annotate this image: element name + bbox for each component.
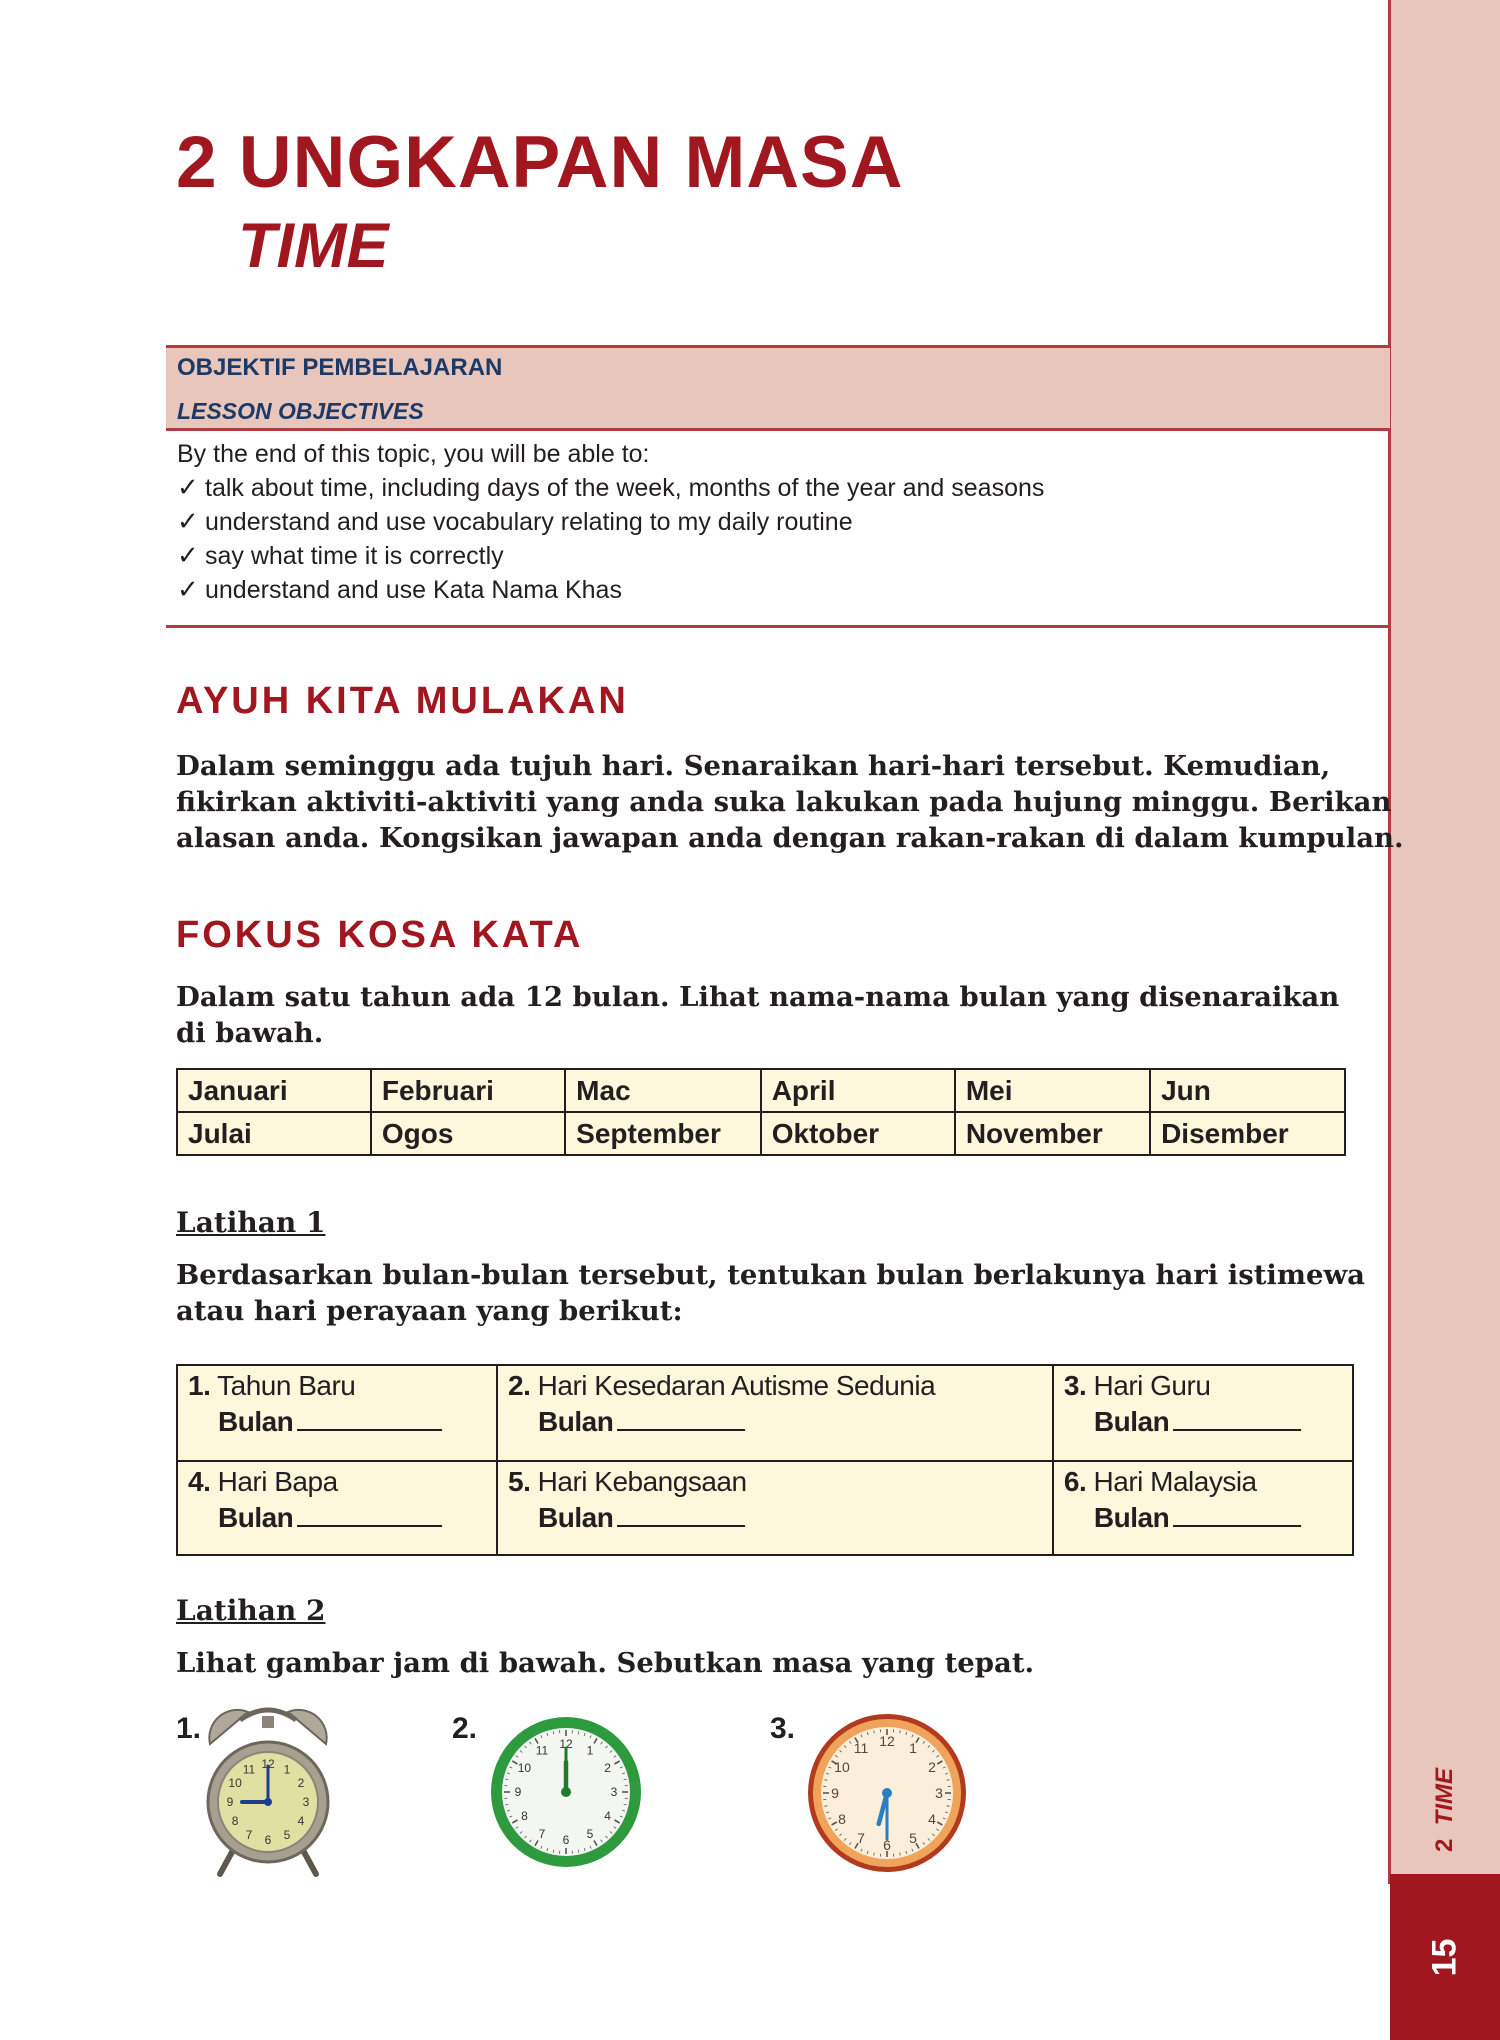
chapter-side-label: 2 TIME [1431, 1767, 1458, 1853]
wall-clock-orange-icon [806, 1712, 968, 1874]
month-cell: Februari [371, 1069, 565, 1112]
month-cell: April [761, 1069, 955, 1112]
page-subtitle: TIME [238, 211, 389, 281]
clock-numeral: 4 [297, 1814, 305, 1829]
exercise-1-table [176, 1364, 1354, 1556]
answer-blank[interactable] [1173, 1503, 1301, 1527]
clock-numeral: 9 [831, 1784, 839, 1801]
divider [166, 428, 1390, 431]
side-rule [1388, 0, 1391, 1884]
objectives-heading: OBJEKTIF PEMBELAJARAN [177, 354, 503, 381]
exercise-2-heading: Latihan 2 [176, 1594, 326, 1627]
month-cell: Oktober [761, 1112, 955, 1155]
page-number: 15 [1425, 1938, 1464, 1976]
table-row [177, 1461, 1353, 1555]
month-cell: September [565, 1112, 761, 1155]
months-table [176, 1068, 1346, 1156]
clock-2-label: 2. [452, 1712, 478, 1745]
clock-numeral: 11 [535, 1743, 549, 1758]
side-band [1390, 0, 1500, 1884]
fokus-paragraph: Dalam satu tahun ada 12 bulan. Lihat nama-nama bulan yang disenaraikan di bawah. [176, 981, 1340, 1049]
clock-numeral: 6 [562, 1833, 570, 1848]
clock-numeral: 12 [261, 1757, 275, 1772]
clock-numeral: 3 [610, 1785, 618, 1800]
objectives-intro: By the end of this topic, you will be able to: [177, 440, 650, 468]
check-icon: ✓ [177, 472, 199, 502]
clock-numeral: 5 [586, 1826, 594, 1841]
page-title: 2 UNGKAPAN MASA [176, 122, 904, 203]
exercise-2-instructions: Lihat gambar jam di bawah. Sebutkan masa yang tepat. [176, 1647, 1035, 1679]
exercise-cell: 2. Hari Kesedaran Autisme Sedunia Bulan [497, 1365, 1053, 1461]
check-icon: ✓ [177, 540, 199, 570]
exercise-cell: 5. Hari Kebangsaan Bulan [497, 1461, 1053, 1555]
divider [166, 345, 1390, 348]
clock-1-label: 1. [176, 1712, 202, 1745]
clock-numeral: 2 [604, 1761, 611, 1776]
clock-numeral: 4 [928, 1810, 936, 1827]
list-item: ✓ talk about time, including days of the week, months of the year and seasons [177, 472, 1045, 502]
clock-numeral: 1 [909, 1739, 917, 1756]
check-icon: ✓ [177, 574, 199, 604]
clock-numeral: 7 [538, 1826, 546, 1841]
clock-numeral: 9 [226, 1795, 234, 1810]
clock-numeral: 10 [834, 1758, 850, 1775]
clock-numeral: 6 [883, 1836, 891, 1853]
table-row [177, 1069, 1345, 1112]
exercise-cell: 1. Tahun Baru Bulan [177, 1365, 497, 1461]
exercise-cell: 4. Hari Bapa Bulan [177, 1461, 497, 1555]
answer-blank[interactable] [297, 1407, 442, 1431]
clock-numeral: 1 [283, 1762, 291, 1777]
month-cell: Mei [955, 1069, 1150, 1112]
exercise-cell: 6. Hari Malaysia Bulan [1053, 1461, 1353, 1555]
clock-numeral: 1 [586, 1743, 594, 1758]
alarm-clock-icon [198, 1702, 338, 1882]
clock-numeral: 10 [517, 1761, 532, 1776]
clock-numeral: 5 [909, 1829, 917, 1846]
month-cell: Julai [177, 1112, 371, 1155]
answer-blank[interactable] [297, 1503, 442, 1527]
month-cell: Januari [177, 1069, 371, 1112]
table-row [177, 1112, 1345, 1155]
clock-numeral: 8 [521, 1809, 528, 1824]
clock-numeral: 12 [879, 1732, 895, 1749]
clock-numeral: 9 [514, 1785, 522, 1800]
answer-blank[interactable] [617, 1407, 745, 1431]
month-cell: Jun [1150, 1069, 1345, 1112]
clock-numeral: 12 [559, 1737, 573, 1752]
ayuh-paragraph: Dalam seminggu ada tujuh hari. Senaraikan hari-hari tersebut. Kemudian, fikirkan aktiviti-aktiviti yang anda suka lakukan pada hujung minggu. Berikan alasan anda. Kongsikan jawapan anda dengan rakan-rakan di dalam kumpulan. [176, 750, 1404, 854]
objectives-subheading: LESSON OBJECTIVES [177, 398, 424, 424]
check-icon: ✓ [177, 506, 199, 536]
month-cell: Ogos [371, 1112, 565, 1155]
clock-numeral: 6 [264, 1833, 272, 1848]
clock-numeral: 3 [302, 1795, 310, 1810]
exercise-1-heading: Latihan 1 [176, 1206, 326, 1239]
objectives-list [177, 438, 1044, 607]
clock-numeral: 2 [928, 1758, 936, 1775]
clock-numeral: 11 [242, 1762, 256, 1777]
clock-numeral: 3 [935, 1784, 943, 1801]
exercise-cell: 3. Hari Guru Bulan [1053, 1365, 1353, 1461]
list-item: ✓ understand and use Kata Nama Khas [177, 574, 622, 604]
section-heading-ayuh: AYUH KITA MULAKAN [176, 680, 629, 722]
clock-numeral: 5 [283, 1828, 291, 1843]
exercise-1-instructions: Berdasarkan bulan-bulan tersebut, tentukan bulan berlakunya hari istimewa atau hari perayaan yang berikut: [176, 1259, 1365, 1327]
list-item: ✓ understand and use vocabulary relating to my daily routine [177, 506, 853, 536]
section-heading-fokus: FOKUS KOSA KATA [176, 914, 584, 956]
clock-numeral: 8 [838, 1810, 846, 1827]
clock-numeral: 7 [245, 1828, 253, 1843]
clock-3-label: 3. [770, 1712, 796, 1745]
clock-numeral: 11 [853, 1739, 869, 1756]
wall-clock-green-icon [488, 1714, 644, 1870]
answer-blank[interactable] [617, 1503, 745, 1527]
list-item: ✓ say what time it is correctly [177, 540, 504, 570]
month-cell: Disember [1150, 1112, 1345, 1155]
divider [166, 625, 1390, 628]
clock-numeral: 2 [297, 1776, 305, 1791]
month-cell: Mac [565, 1069, 761, 1112]
clock-numeral: 4 [604, 1809, 611, 1824]
clock-numeral: 8 [231, 1814, 239, 1829]
table-row [177, 1365, 1353, 1461]
month-cell: November [955, 1112, 1150, 1155]
clock-numeral: 7 [857, 1829, 865, 1846]
answer-blank[interactable] [1173, 1407, 1301, 1431]
clock-numeral: 10 [228, 1776, 242, 1791]
